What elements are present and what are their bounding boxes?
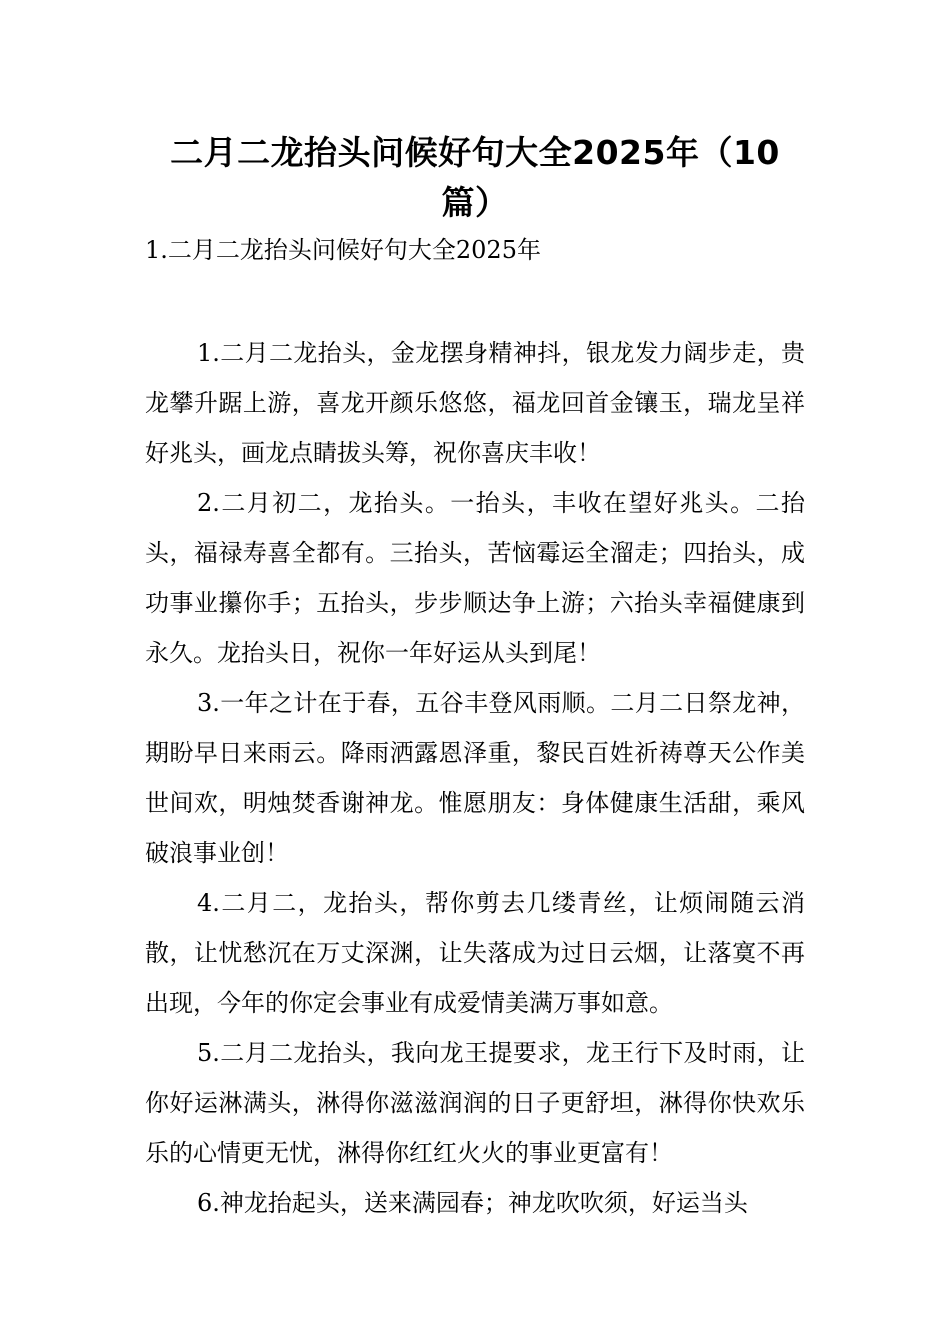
paragraph-1: 1.二月二龙抬头，金龙摆身精神抖，银龙发力阔步走，贵龙攀升踞上游，喜龙开颜乐悠悠，福龙回首金镶玉，瑞龙呈祥好兆头，画龙点睛拔头筹，祝你喜庆丰收！ <box>145 339 805 467</box>
document-title: 二月二龙抬头问候好句大全2025年（10篇） <box>170 133 780 222</box>
section-heading: 1.二月二龙抬头问候好句大全2025年 <box>145 236 541 264</box>
paragraph-4: 4.二月二，龙抬头，帮你剪去几缕青丝，让烦闹随云消散，让忧愁沉在万丈深渊，让失落成为过日云烟，让落寞不再出现，今年的你定会事业有成爱情美满万事如意。 <box>145 889 805 1017</box>
paragraph-2: 2.二月初二，龙抬头。一抬头，丰收在望好兆头。二抬头，福禄寿喜全都有。三抬头，苦恼霉运全溜走；四抬头，成功事业攥你手；五抬头，步步顺达争上游；六抬头幸福健康到永久。龙抬头日，祝你一年好运从头到尾！ <box>145 489 805 667</box>
paragraph-3: 3.一年之计在于春，五谷丰登风雨顺。二月二日祭龙神，期盼早日来雨云。降雨洒露恩泽重，黎民百姓祈祷尊天公作美世间欢，明烛焚香谢神龙。惟愿朋友：身体健康生活甜，乘风破浪事业创！ <box>145 689 805 867</box>
document-body <box>145 328 805 1228</box>
paragraph-5: 5.二月二龙抬头，我向龙王提要求，龙王行下及时雨，让你好运淋满头，淋得你滋滋润润的日子更舒坦，淋得你快欢乐乐的心情更无忧，淋得你红红火火的事业更富有！ <box>145 1039 805 1167</box>
paragraph-6: 6.神龙抬起头，送来满园春；神龙吹吹须，好运当头 <box>197 1189 748 1217</box>
